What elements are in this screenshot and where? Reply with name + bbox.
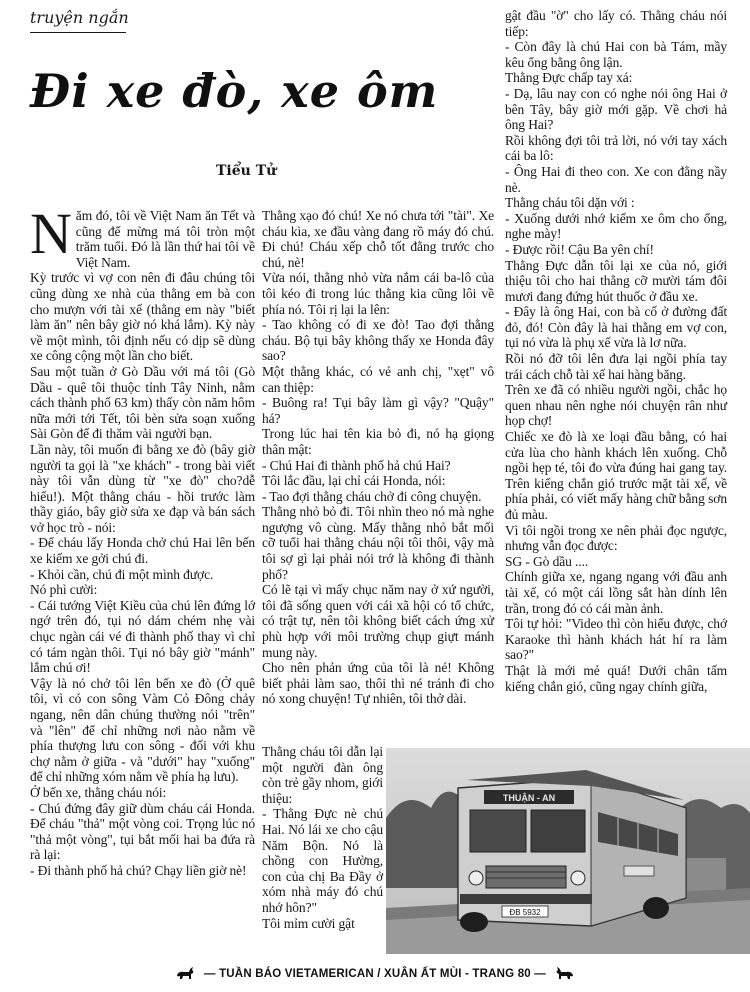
paragraph: Tôi tự hỏi: "Video thì còn hiểu được, chớ Karaoke thì hành khách hát hí ra làm sao?": [505, 616, 727, 663]
paragraph: Thằng cháu tôi dẫn lại một người đàn ông còn trẻ gầy nhom, giới thiệu:: [262, 744, 383, 806]
article-author: Tiểu Tử: [216, 163, 277, 179]
bus-license-plate: ĐB 5932: [509, 908, 541, 917]
paragraph: gật đầu "ờ" cho lấy có. Thằng cháu nói tiếp:: [505, 8, 727, 39]
paragraph: - Dạ, lâu nay con có nghe nói ông Hai ở bên Tây, bây giờ mới gặp. Về chơi hả ông Hai?: [505, 85, 727, 133]
bus-destination-sign: THUẬN - AN: [502, 793, 556, 803]
paragraph: Vậy là nó chở tôi lên bến xe đò (Ở quê tôi, vì có con sông Vàm Cỏ Đông chảy ngang, nên dân chúng thường nói "trên" và "lên" để chỉ những nơi nào nằm về phía thượng lưu con sông - đối với khu chợ nằm ở giữa - và "dưới" hay "xuống" để chỉ những xóm nằm về phía hạ lưu).: [30, 675, 255, 785]
paragraph: Vừa nói, thằng nhỏ vừa nắm cái ba-lô của tôi kéo đi trong lúc thằng kia cũng lôi về phía nó. Tôi rị lại la lên:: [262, 270, 494, 317]
paragraph: Trong lúc hai tên kia bỏ đi, nó hạ giọng thân mật:: [262, 426, 494, 457]
paragraph: - Đi thành phố hả chú? Chạy liền giờ nè!: [30, 862, 247, 878]
paragraph: Thằng Đực dẫn tôi lại xe của nó, giới thiệu tôi cho hai thằng cỡ mười tám đôi mươi đang đứng hút thuốc ở đầu xe.: [505, 257, 727, 304]
paragraph: Rồi không đợi tôi trả lời, nó với tay xách cái ba lô:: [505, 132, 727, 164]
paragraph: Lần này, tôi muốn đi bằng xe đò (bây giờ người ta gọi là "xe khách" - trong bài viết này tôi vẫn dùng từ "xe đò" cho?dễ hiểu!). Một thằng cháu - hồi trước làm thầy giáo, bây giờ sửa xe đạp và bán sách vở học trò - nói:: [30, 441, 255, 535]
paragraph: SG - Gò dầu ....: [505, 553, 589, 569]
paragraph: Thằng Đực chấp tay xá:: [505, 70, 633, 86]
paragraph: Năm đó, tôi về Việt Nam ăn Tết và cũng để mừng má tôi tròn một trăm tuổi. Đó là lần thứ hai tôi về Việt Nam.: [30, 201, 255, 270]
article-title: Đi xe đò, xe ôm: [30, 64, 439, 118]
paragraph: Thằng xạo đó chú! Xe nó chưa tới "tài". Xe cháu kìa, xe đầu vàng đang rồ máy đó chú. Đi chú! Cháu xếp chỗ tốt đằng trước cho chú, nè!: [262, 208, 494, 270]
paragraph: Nó phì cười:: [30, 582, 98, 598]
paragraph: Sau một tuần ở Gò Dầu với má tôi (Gò Dầu - quê tôi thuộc tỉnh Tây Ninh, nằm cách thành phố 63 km) thấy còn năm hôm nữa mới tới Tết, tôi bèn sửa soạn xuống Sài Gòn để đi thăm vài người bạn.: [30, 363, 255, 442]
paragraph: Một thằng khác, có vẻ anh chị, "xẹt" vô can thiệp:: [262, 363, 494, 395]
paragraph: Tôi mỉm cười gật: [262, 915, 355, 931]
paragraph: - Đây là ông Hai, con bà cố ở đường đất đỏ, đó! Còn đây là hai thằng em vợ con, tụi nó vừa là phụ xế vừa là lơ nữa.: [505, 304, 727, 351]
paragraph: - Chú đứng đây giữ dùm cháu cái Honda. Để cháu "thả" một vòng coi. Trọng lúc nó "thả một vòng", tụi bắt mối hai ba đứa rà rà lại:: [30, 800, 255, 863]
section-tag: truyện ngắn: [30, 8, 129, 27]
article-column-3: [505, 8, 727, 694]
drop-cap: N: [30, 201, 72, 266]
paragraph: - Thằng Đực nè chú Hai. Nó lái xe cho cậu Năm Bộn. Nó là chồng con Hường, con của chị Ba Đầy ở xóm nhà máy đó chú nhớ hôn?": [262, 806, 383, 915]
paragraph: Có lẽ tại vì mấy chục năm nay ở xứ người, tôi đã sống quen với cái xã hội có tổ chức, có trật tự, nên tôi không biết cách ứng xử phù hợp với môi trường chụp giựt mánh mung này.: [262, 582, 494, 660]
paragraph: - Chú Hai đi thành phố hả chú Hai?: [262, 457, 451, 473]
article-column-2-lower: [262, 744, 383, 931]
paragraph: Thằng cháu tôi dặn với :: [505, 195, 635, 211]
paragraph: - Tao đợi thằng cháu chở đi công chuyện.: [262, 488, 482, 504]
paragraph: Thằng nhỏ bỏ đi. Tôi nhìn theo nó mà nghe ngượng vô cùng. Mấy thằng nhỏ bắt mối cỡ tuổi hai thằng cháu nội tôi thôi, vậy mà tôi sợ gì lại phải nói trớ là không đi thành phố?: [262, 504, 494, 582]
goat-icon: [554, 965, 576, 983]
paragraph: Trên xe đã có nhiều người ngồi, chắc họ quen nhau nên nghe nói chuyện rân như họp chợ!: [505, 382, 727, 429]
page-footer: [0, 962, 750, 986]
paragraph: - Cái tướng Việt Kiều của chú lên đứng lớ ngớ trên đó, tụi nó dám chém nhẹ vài chục ngàn cái vé đi thành phố thay vì chỉ có tám ngàn thôi. Tụi nó bây giờ "mánh" lắm chú ơi!: [30, 597, 255, 676]
paragraph: - Được rồi! Cậu Ba yên chí!: [505, 241, 654, 257]
goat-icon: [174, 965, 196, 983]
paragraph: Cho nên phản ứng của tôi là né! Không biết phải làm sao, thôi thì né tránh đi cho nó xong chuyện! Tự nhiên, tôi thở dài.: [262, 660, 494, 707]
paragraph: Tôi lắc đầu, lại chỉ cái Honda, nói:: [262, 473, 446, 489]
section-tag-underline: [30, 32, 126, 33]
paragraph: - Còn đây là chú Hai con bà Tám, mầy kêu ổng bằng ông lận.: [505, 39, 727, 70]
paragraph: Chính giữa xe, ngang ngang với đầu anh tài xế, có một cái lồng sắt hàn dính lên trần, trong đó có cái màn ảnh.: [505, 569, 727, 616]
paragraph: Rồi nó đỡ tôi lên đưa lại ngồi phía tay trái cách chỗ tài xế hai hàng băng.: [505, 351, 727, 382]
article-column-1: [30, 201, 255, 879]
paragraph: - Để cháu lấy Honda chở chú Hai lên bến xe kiếm xe gởi chú đi.: [30, 535, 255, 567]
paragraph: - Xuống dưới nhớ kiếm xe ôm cho ổng, nghe mày!: [505, 210, 727, 242]
paragraph: Ở bến xe, thằng cháu nói:: [30, 784, 167, 800]
paragraph: Kỳ trước vì vợ con nên đi đâu chúng tôi cũng dùng xe nhà của thằng em bà con cho mượn với tài xế (thằng em này "biết làm ăn" nên bây giờ nó khá lắm). Kỳ này về một mình, tôi định nếu có dịp sẽ dùng xe công cộng một lần cho biết.: [30, 270, 255, 364]
paragraph: Thật là mới mẻ quá! Dưới chân tấm kiếng chắn gió, cũng ngay chính giữa,: [505, 662, 727, 694]
paragraph: Vì tôi ngồi trong xe nên phải đọc ngược, nhưng vẫn đọc được:: [505, 522, 727, 554]
bus-photo: [386, 748, 750, 954]
bus-illustration: [386, 748, 750, 954]
paragraph: - Khỏi cần, chú đi một mình được.: [30, 566, 214, 582]
paragraph: - Ông Hai đi theo con. Xe con đằng nầy nè.: [505, 163, 727, 195]
footer-text: — TUẦN BÁO VIETAMERICAN / XUÂN ẤT MÙI - TRANG 80 —: [203, 968, 546, 980]
article-column-2: [262, 208, 494, 707]
paragraph: Chiếc xe đò là xe loại đầu bằng, có hai cửa lùa cho hành khách lên xuống. Chỗ ngồi hẹp té, tôi đo vừa đúng hai gang tay. Trên kiếng chắn gió trước mặt tài xế, về phía phải, có viết mấy hàng chữ bằng sơn đủ màu.: [505, 429, 727, 522]
paragraph: - Tao không có đi xe đò! Tao đợi thằng cháu. Bộ tụi bây không thấy xe Honda đây sao?: [262, 317, 494, 364]
paragraph: - Buông ra! Tụi bây làm gì vậy? "Quậy" há?: [262, 395, 494, 426]
